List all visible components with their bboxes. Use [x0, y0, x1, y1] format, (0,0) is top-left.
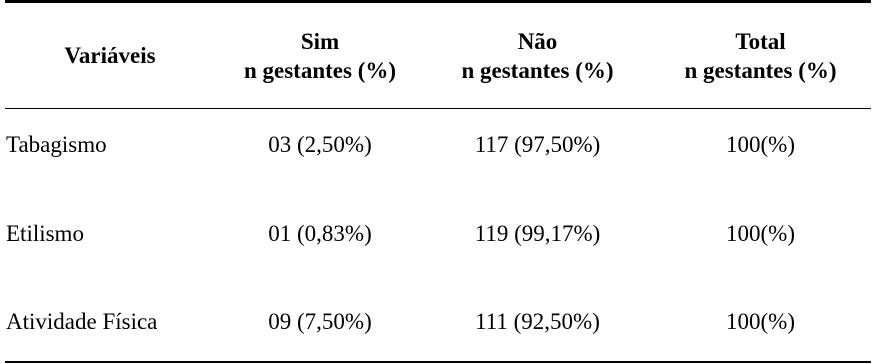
row-sim-value: 01 (0,83%) — [268, 221, 372, 246]
header-total-sublabel: n gestantes (%) — [684, 57, 837, 83]
row-total-value: 100(%) — [726, 132, 795, 157]
row-variable: Etilismo — [6, 221, 84, 246]
row-nao-value: 111 (92,50%) — [475, 309, 600, 334]
table-row — [5, 214, 871, 254]
header-sim-sublabel: n gestantes (%) — [243, 57, 397, 83]
header-variaveis — [5, 3, 215, 108]
row-variable: Atividade Física — [6, 309, 158, 334]
header-sim — [215, 3, 425, 108]
data-table — [5, 0, 871, 364]
table-row — [5, 125, 871, 165]
header-total — [650, 3, 871, 108]
header-sim-label: Sim — [300, 28, 340, 54]
row-nao-value: 117 (97,50%) — [474, 132, 601, 157]
row-nao-value: 119 (99,17%) — [474, 221, 601, 246]
row-variable: Tabagismo — [6, 132, 107, 157]
table-header — [5, 3, 871, 108]
header-total-label: Total — [735, 28, 786, 54]
row-sim-value: 09 (7,50%) — [268, 309, 372, 334]
row-total-value: 100(%) — [726, 221, 795, 246]
header-variaveis-label: Variáveis — [64, 43, 156, 68]
table-bottom-rule — [5, 361, 871, 363]
row-total-value: 100(%) — [726, 309, 795, 334]
row-sim-value: 03 (2,50%) — [268, 132, 372, 157]
header-nao — [425, 3, 650, 108]
header-nao-label: Não — [517, 28, 558, 54]
table-row — [5, 302, 871, 342]
header-nao-sublabel: n gestantes (%) — [461, 57, 614, 83]
header-bottom-rule — [5, 108, 871, 109]
